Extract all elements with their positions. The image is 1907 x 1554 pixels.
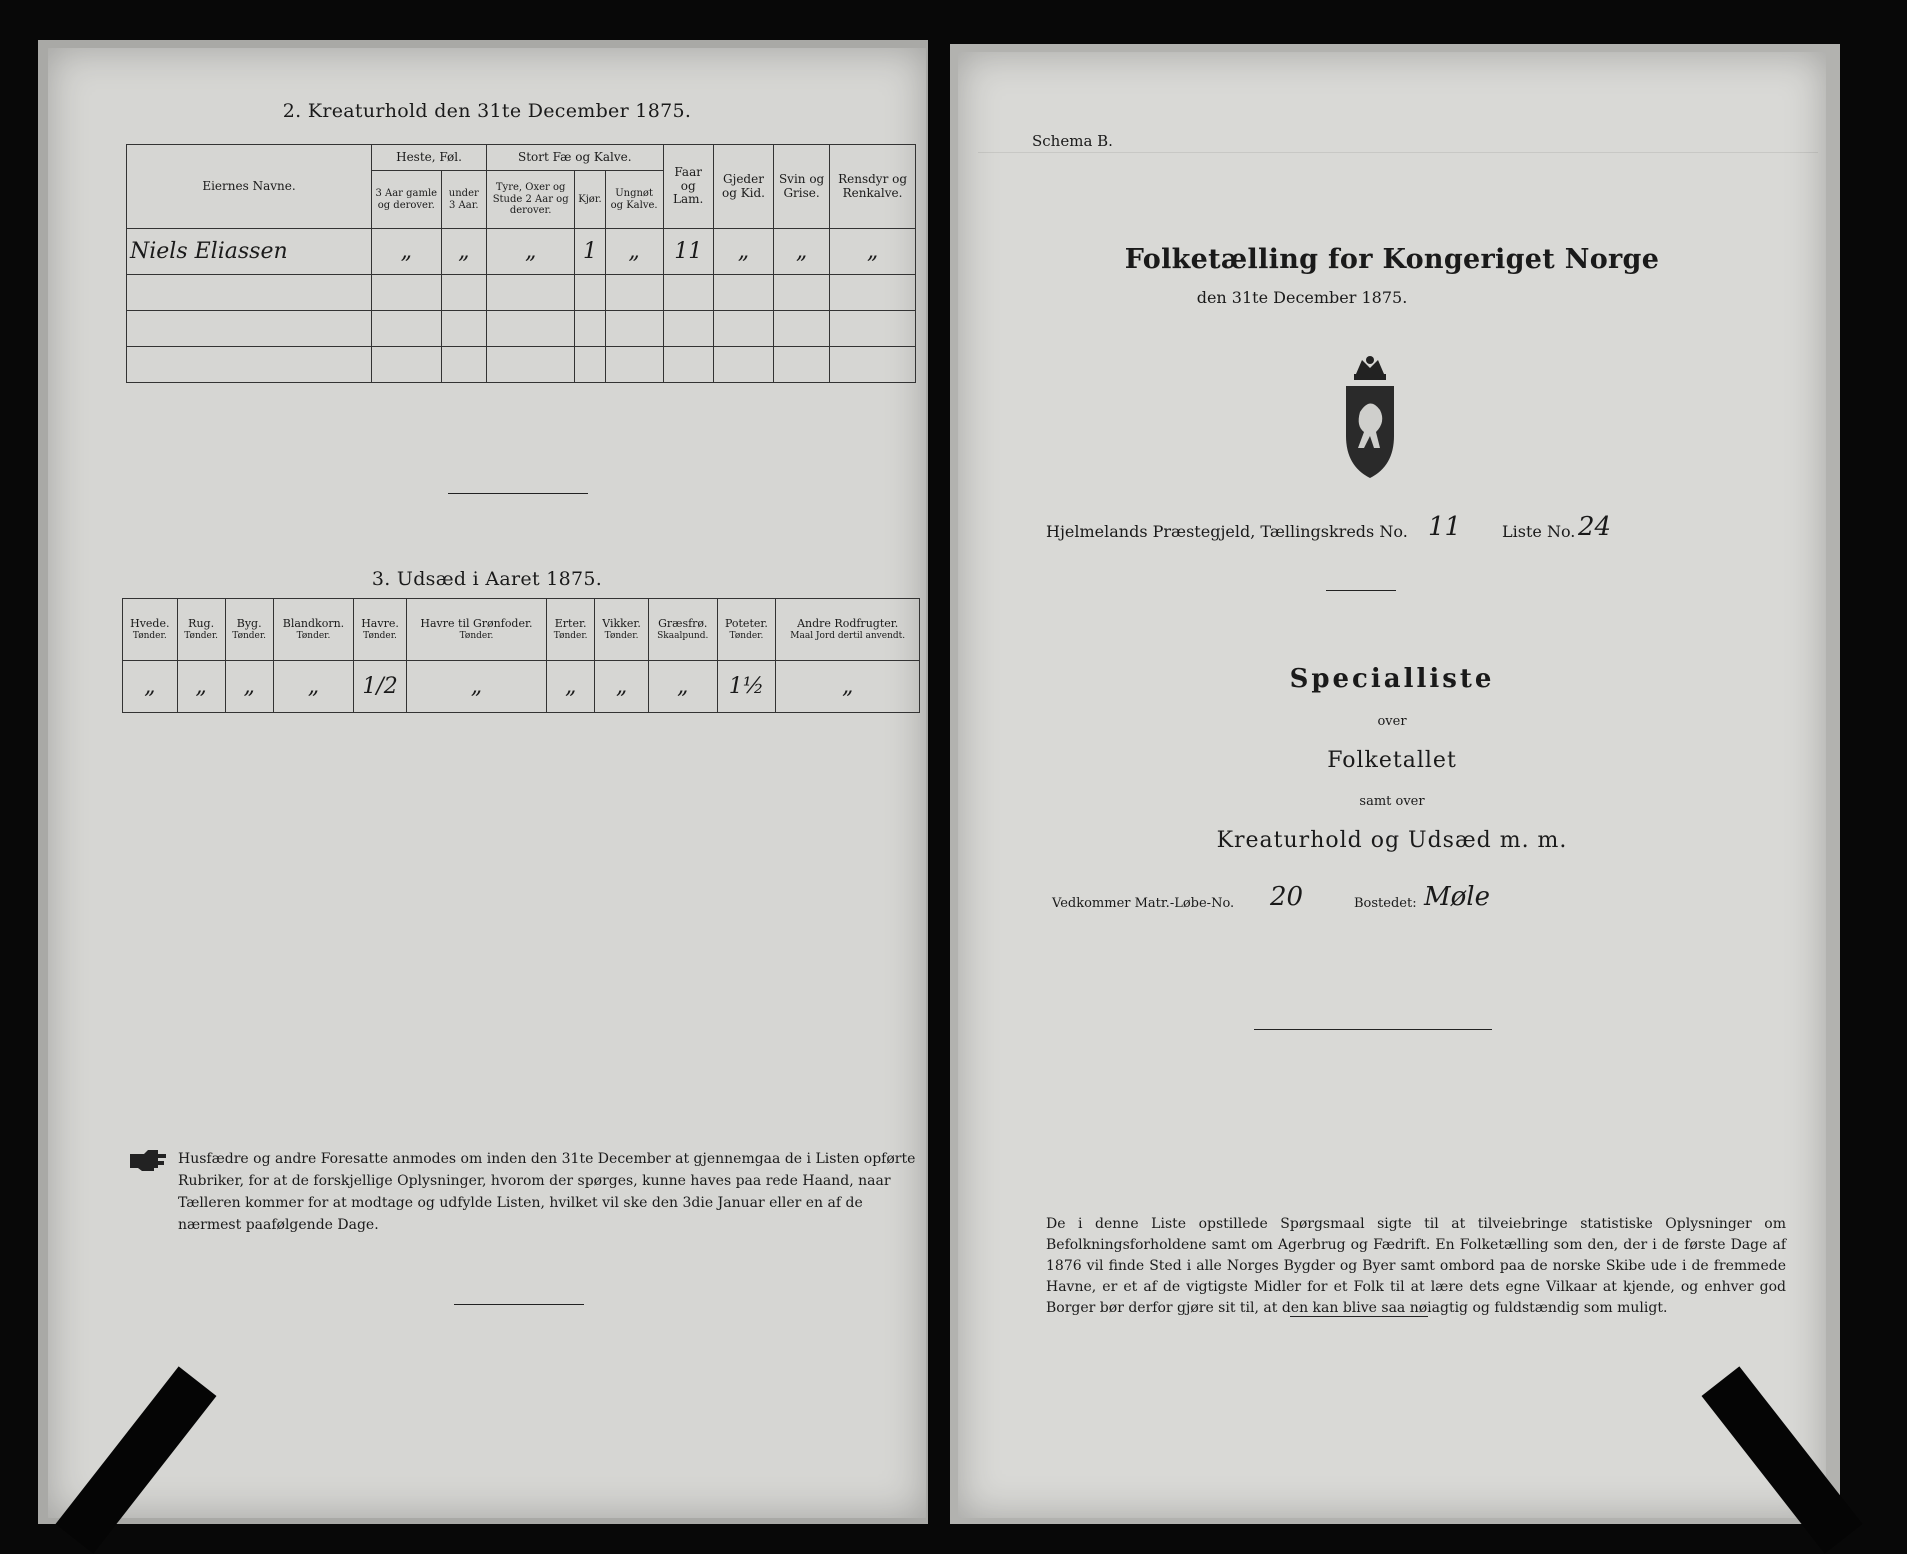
cell-stort-c: „	[605, 229, 663, 275]
section-3-title: 3. Udsæd i Aaret 1875.	[371, 568, 603, 590]
cell-faar: 11	[663, 229, 713, 275]
crop-header	[547, 599, 595, 661]
col-stort-b: Kjør.	[575, 171, 605, 229]
crop-header	[225, 599, 273, 661]
col-stort-c: Ungnøt og Kalve.	[605, 171, 663, 229]
right-page	[958, 52, 1826, 1518]
cell-rensdyr: „	[830, 229, 916, 275]
crop-name: Havre til Grønfoder.	[420, 617, 533, 630]
crop-name: Rug.	[188, 617, 215, 630]
col-heste-a: 3 Aar gamle og derover.	[372, 171, 442, 229]
schema-label: Schema B.	[1032, 132, 1113, 150]
crop-name: Byg.	[236, 617, 262, 630]
col-rensdyr: Rensdyr og Renkalve.	[830, 145, 916, 229]
crop-unit: Tønder.	[232, 630, 267, 641]
specialliste-heading: Specialliste	[1289, 664, 1495, 694]
crop-name: Poteter.	[724, 617, 768, 630]
crop-unit: Tønder.	[296, 630, 331, 641]
norway-coat-of-arms-icon	[1334, 352, 1406, 482]
livestock-row	[127, 229, 916, 275]
cell-svin: „	[774, 229, 830, 275]
liste-number: 24	[1578, 512, 1612, 542]
crop-unit: Tønder.	[363, 630, 397, 641]
livestock-table	[126, 144, 916, 383]
crop-value: „	[273, 661, 354, 713]
crop-value: 1/2	[354, 661, 407, 713]
crop-unit: Maal Jord dertil anvendt.	[790, 630, 906, 641]
divider-rule	[448, 493, 588, 494]
crop-header	[123, 599, 178, 661]
parish-label: Hjelmelands Præstegjeld, Tællingskreds No.	[1046, 522, 1408, 541]
census-date: den 31te December 1875.	[1196, 288, 1408, 307]
col-faar: Faar og Lam.	[663, 145, 713, 229]
crop-header	[177, 599, 225, 661]
crop-value: „	[547, 661, 595, 713]
crop-table	[122, 598, 920, 713]
crop-value: „	[123, 661, 178, 713]
crop-unit: Tønder.	[553, 630, 588, 641]
col-owner: Eiernes Navne.	[127, 145, 372, 229]
bottom-rule	[1290, 1316, 1428, 1317]
section-2-title: 2. Kreaturhold den 31te December 1875.	[282, 100, 692, 122]
liste-label: Liste No.	[1502, 522, 1576, 541]
census-title: Folketælling for Kongeriget Norge	[1124, 244, 1660, 275]
crop-name: Erter.	[554, 617, 587, 630]
folketallet-heading: Folketallet	[1327, 748, 1457, 773]
crop-name: Græsfrø.	[658, 617, 708, 630]
cell-stort-a: „	[487, 229, 575, 275]
cell-heste-b: „	[441, 229, 487, 275]
crop-name: Vikker.	[602, 617, 641, 630]
notice-text: Husfædre og andre Foresatte anmodes om inden den 31te December at gjennemgaa de i Listen opførte Rubriker, for at de forskjellige Oplysninger, hvorom der spørges, kunne haves paa rede Haand, naar Tælleren kommer for at modtage og udfylde Listen, hvilket vil ske den 3die Januar eller en af de nærmest paafølgende Dage.	[178, 1151, 916, 1233]
crop-unit: Tønder.	[459, 630, 494, 641]
col-svin: Svin og Grise.	[774, 145, 830, 229]
crop-unit: Tønder.	[184, 630, 219, 641]
crop-value: „	[776, 661, 920, 713]
matr-number: 20	[1270, 882, 1304, 912]
divider-rule	[1326, 590, 1396, 591]
crop-value: „	[177, 661, 225, 713]
cell-heste-a: „	[372, 229, 442, 275]
empty-row	[127, 275, 916, 311]
crop-value: 1½	[717, 661, 776, 713]
col-stort-fae: Stort Fæ og Kalve.	[487, 145, 663, 171]
crop-value: „	[648, 661, 717, 713]
samt-over-text: samt over	[1359, 794, 1425, 809]
crop-header	[717, 599, 776, 661]
bosted-value: Møle	[1424, 882, 1490, 912]
matr-label: Vedkommer Matr.-Løbe-No.	[1052, 896, 1235, 911]
crop-header	[273, 599, 354, 661]
crop-header	[776, 599, 920, 661]
crop-name: Hvede.	[130, 617, 170, 630]
crop-value: „	[225, 661, 273, 713]
empty-row	[127, 311, 916, 347]
signature-rule	[1254, 1029, 1492, 1030]
crop-value: „	[406, 661, 546, 713]
over-text: over	[1377, 714, 1407, 729]
bosted-label: Bostedet:	[1354, 896, 1417, 911]
explanation-text: De i denne Liste opstillede Spørgsmaal sigte til at tilveiebringe statistiske Oplysninger om Befolkningsforholdene samt om Agerbrug og Fædrift. En Folketælling som den, der i de første Dage af 1876 vil finde Sted i alle Norges Bygder og Byer samt ombord paa de norske Skibe ude i de fremmede Havne, er et af de vigtigste Midler for et Folk til at lære dets egne Vilkaar at kjende, og enhver god Borger bør derfor gjøre sit til, at den kan blive saa nøiagtig og fuldstændig som muligt.	[1046, 1216, 1786, 1316]
crop-value: „	[595, 661, 649, 713]
owner-name: Niels Eliassen	[127, 229, 372, 275]
left-page	[48, 48, 926, 1518]
kreaturhold-heading: Kreaturhold og Udsæd m. m.	[1216, 828, 1568, 853]
crop-unit: Tønder.	[729, 630, 764, 641]
kreds-number: 11	[1428, 512, 1462, 542]
col-heste-b: under 3 Aar.	[441, 171, 487, 229]
empty-row	[127, 347, 916, 383]
cell-gjeder: „	[713, 229, 773, 275]
cell-stort-b: 1	[575, 229, 605, 275]
crop-name: Havre.	[361, 617, 399, 630]
crop-name: Andre Rodfrugter.	[797, 617, 899, 630]
crop-header	[595, 599, 649, 661]
crop-header	[354, 599, 407, 661]
bottom-rule	[454, 1304, 584, 1305]
crop-name: Blandkorn.	[282, 617, 345, 630]
crop-unit: Tønder.	[132, 630, 167, 641]
crop-unit: Skaalpund.	[657, 630, 709, 641]
crop-header	[406, 599, 546, 661]
pointing-hand-icon	[128, 1148, 168, 1172]
crop-row	[123, 661, 920, 713]
crop-header	[648, 599, 717, 661]
col-gjeder: Gjeder og Kid.	[713, 145, 773, 229]
col-heste: Heste, Føl.	[372, 145, 487, 171]
col-stort-a: Tyre, Oxer og Stude 2 Aar og derover.	[487, 171, 575, 229]
crop-unit: Tønder.	[604, 630, 639, 641]
